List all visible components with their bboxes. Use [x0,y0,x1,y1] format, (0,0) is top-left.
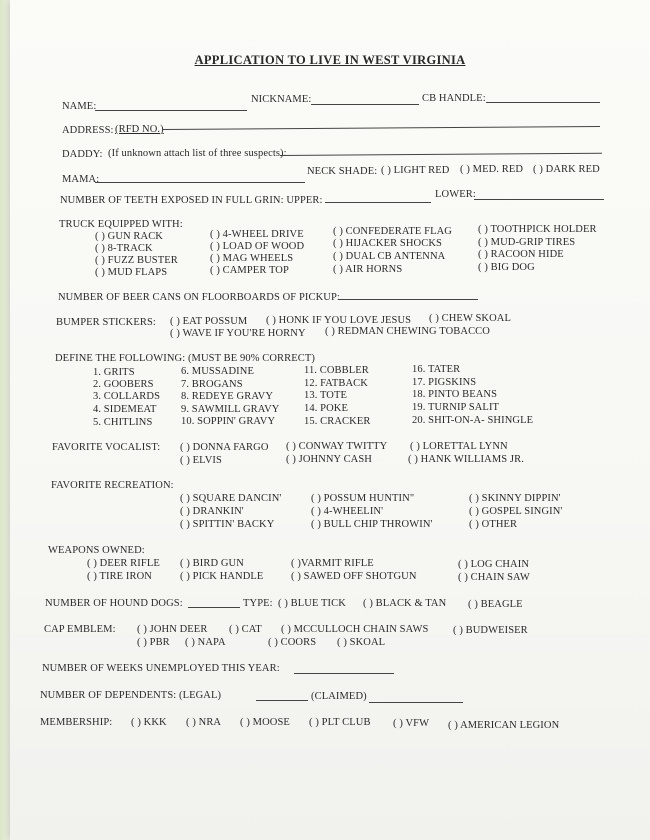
define-item: 2. GOOBERS [93,379,154,390]
mama-field[interactable] [95,182,305,183]
hound-type-label: TYPE: [243,598,273,609]
cap-emblem-label: CAP EMBLEM: [44,624,116,635]
cap-option[interactable]: ( ) PBR [137,637,170,648]
membership-option[interactable]: ( ) MOOSE [240,717,290,728]
membership-option[interactable]: ( ) KKK [131,717,167,728]
cap-option[interactable]: ( ) JOHN DEER [137,624,208,635]
recreation-option[interactable]: ( ) SKINNY DIPPIN' [469,493,561,504]
vocalist-option[interactable]: ( ) ELVIS [180,455,222,466]
bumper-option[interactable]: ( ) HONK IF YOU LOVE JESUS [266,315,412,326]
define-item: 14. POKE [304,403,348,414]
dependents-claimed-label: (CLAIMED) [311,691,367,702]
recreation-option[interactable]: ( ) 4-WHEELIN' [311,506,384,517]
recreation-option[interactable]: ( ) SQUARE DANCIN' [180,493,282,504]
truck-option[interactable]: ( ) FUZZ BUSTER [95,255,178,266]
weeks-unemployed-label: NUMBER OF WEEKS UNEMPLOYED THIS YEAR: [42,663,280,674]
membership-option[interactable]: ( ) PLT CLUB [309,717,371,728]
hound-type-option[interactable]: ( ) BLUE TICK [278,598,346,609]
truck-option[interactable]: ( ) MUD FLAPS [95,267,168,278]
weapon-option[interactable]: ( ) PICK HANDLE [180,571,264,582]
define-item: 4. SIDEMEAT [93,404,157,415]
weapon-option[interactable]: ( ) DEER RIFLE [87,558,160,569]
recreation-option[interactable]: ( ) DRANKIN' [180,506,244,517]
define-item: 13. TOTE [304,390,347,401]
membership-option[interactable]: ( ) AMERICAN LEGION [448,720,560,731]
define-item: 19. TURNIP SALIT [412,402,500,413]
weapon-option[interactable]: ( ) LOG CHAIN [458,559,529,570]
vocalist-label: FAVORITE VOCALIST: [52,442,161,453]
weapon-option[interactable]: ( ) BIRD GUN [180,558,244,569]
truck-option[interactable]: ( ) CONFEDERATE FLAG [333,226,452,237]
define-item: 18. PINTO BEANS [412,389,498,400]
weapon-option[interactable]: ( ) TIRE IRON [87,571,152,582]
truck-option[interactable]: ( ) GUN RACK [95,231,163,242]
cap-option[interactable]: ( ) SKOAL [337,637,386,648]
define-item: 16. TATER [412,364,461,375]
beer-cans-label: NUMBER OF BEER CANS ON FLOORBOARDS OF PICKUP: [58,292,340,303]
cap-option[interactable]: ( ) MCCULLOCH CHAIN SAWS [281,624,429,635]
define-item: 17. PIGSKINS [412,377,477,388]
cb-handle-field[interactable] [486,102,600,103]
weapon-option[interactable]: ( ) CHAIN SAW [458,572,530,583]
teeth-lower-field[interactable] [474,199,604,200]
weapon-option[interactable]: ( )VARMIT RIFLE [291,558,374,569]
cap-option[interactable]: ( ) COORS [268,637,317,648]
cap-option[interactable]: ( ) BUDWEISER [453,625,528,636]
cb-handle-label: CB HANDLE: [422,93,486,104]
bumper-option[interactable]: ( ) EAT POSSUM [170,316,248,327]
weapon-option[interactable]: ( ) SAWED OFF SHOTGUN [291,571,417,582]
hound-dogs-label: NUMBER OF HOUND DOGS: [45,598,183,609]
truck-label: TRUCK EQUIPPED WITH: [59,219,183,230]
define-item: 11. COBBLER [304,365,369,376]
dependents-claimed-field[interactable] [369,702,463,703]
define-item: 6. MUSSADINE [181,366,254,377]
define-item: 7. BROGANS [181,379,243,390]
truck-option[interactable]: ( ) DUAL CB ANTENNA [333,251,446,262]
neck-shade-label: NECK SHADE: [307,166,378,177]
cap-option[interactable]: ( ) CAT [229,624,262,635]
recreation-option[interactable]: ( ) SPITTIN' BACKY [180,519,275,530]
beer-cans-field[interactable] [338,299,478,300]
name-field[interactable] [95,110,247,111]
define-label: DEFINE THE FOLLOWING: (MUST BE 90% CORRECT) [55,353,315,364]
hound-type-option[interactable]: ( ) BEAGLE [468,599,523,610]
neck-dark-red-option[interactable]: ( ) DARK RED [533,164,600,175]
truck-option[interactable]: ( ) BIG DOG [478,262,535,273]
define-item: 1. GRITS [93,367,135,378]
truck-option[interactable]: ( ) CAMPER TOP [210,265,289,276]
define-item: 20. SHIT-ON-A- SHINGLE [412,415,534,426]
define-item: 12. FATBACK [304,378,368,389]
vocalist-option[interactable]: ( ) JOHNNY CASH [286,454,372,465]
truck-option[interactable]: ( ) 4-WHEEL DRIVE [210,229,304,240]
bumper-stickers-label: BUMPER STICKERS: [56,317,156,328]
teeth-label: NUMBER OF TEETH EXPOSED IN FULL GRIN: UPPER: [60,195,323,206]
define-item: 3. COLLARDS [93,391,161,402]
define-item: 15. CRACKER [304,416,371,427]
name-label: NAME: [62,101,97,112]
membership-option[interactable]: ( ) VFW [393,718,430,729]
nickname-field[interactable] [311,104,419,105]
neck-light-red-option[interactable]: ( ) LIGHT RED [381,165,450,176]
form-title: APPLICATION TO LIVE IN WEST VIRGINIA [194,53,466,67]
daddy-note: (If unknown attach list of three suspects): [108,148,287,159]
truck-option[interactable]: ( ) RACOON HIDE [478,249,564,260]
define-item: 8. REDEYE GRAVY [181,391,274,402]
truck-option[interactable]: ( ) LOAD OF WOOD [210,241,305,252]
nickname-label: NICKNAME: [251,94,312,105]
dependents-legal-field[interactable] [256,700,308,701]
dependents-label: NUMBER OF DEPENDENTS: (LEGAL) [40,690,222,701]
daddy-label: DADDY: [62,149,103,160]
truck-option[interactable]: ( ) TOOTHPICK HOLDER [478,224,597,235]
vocalist-option[interactable]: ( ) HANK WILLIAMS JR. [408,454,524,465]
membership-option[interactable]: ( ) NRA [186,717,222,728]
define-item: 10. SOPPIN' GRAVY [181,416,276,427]
truck-option[interactable]: ( ) MUD-GRIP TIRES [478,237,576,248]
address-label: ADDRESS: [62,125,114,136]
weapons-label: WEAPONS OWNED: [48,545,145,556]
define-item: 5. CHITLINS [93,417,153,428]
recreation-option[interactable]: ( ) POSSUM HUNTIN" [311,493,415,504]
cap-option[interactable]: ( ) NAPA [185,637,226,648]
neck-med-red-option[interactable]: ( ) MED. RED [460,164,524,175]
bumper-option[interactable]: ( ) CHEW SKOAL [429,313,511,324]
define-item: 9. SAWMILL GRAVY [181,404,280,415]
truck-option[interactable]: ( ) 8-TRACK [95,243,153,254]
recreation-label: FAVORITE RECREATION: [51,480,174,491]
mama-label: MAMA: [62,174,100,185]
recreation-option[interactable]: ( ) OTHER [469,519,518,530]
weeks-unemployed-field[interactable] [294,673,394,674]
truck-option[interactable]: ( ) MAG WHEELS [210,253,294,264]
bumper-option[interactable]: ( ) REDMAN CHEWING TOBACCO [325,326,490,337]
membership-label: MEMBERSHIP: [40,717,113,728]
truck-option[interactable]: ( ) HIJACKER SHOCKS [333,238,442,249]
vocalist-option[interactable]: ( ) LORETTAL LYNN [410,441,508,452]
hound-type-option[interactable]: ( ) BLACK & TAN [363,598,447,609]
recreation-option[interactable]: ( ) BULL CHIP THROWIN' [311,519,433,530]
vocalist-option[interactable]: ( ) DONNA FARGO [180,442,269,453]
teeth-upper-field[interactable] [325,202,431,203]
hound-dogs-field[interactable] [188,607,240,608]
teeth-lower-label: LOWER: [435,189,476,200]
rfd-label: (RFD NO.) [115,124,164,135]
recreation-option[interactable]: ( ) GOSPEL SINGIN' [469,506,563,517]
vocalist-option[interactable]: ( ) CONWAY TWITTY [286,441,388,452]
truck-option[interactable]: ( ) AIR HORNS [333,264,403,275]
bumper-option[interactable]: ( ) WAVE IF YOU'RE HORNY [170,328,306,339]
